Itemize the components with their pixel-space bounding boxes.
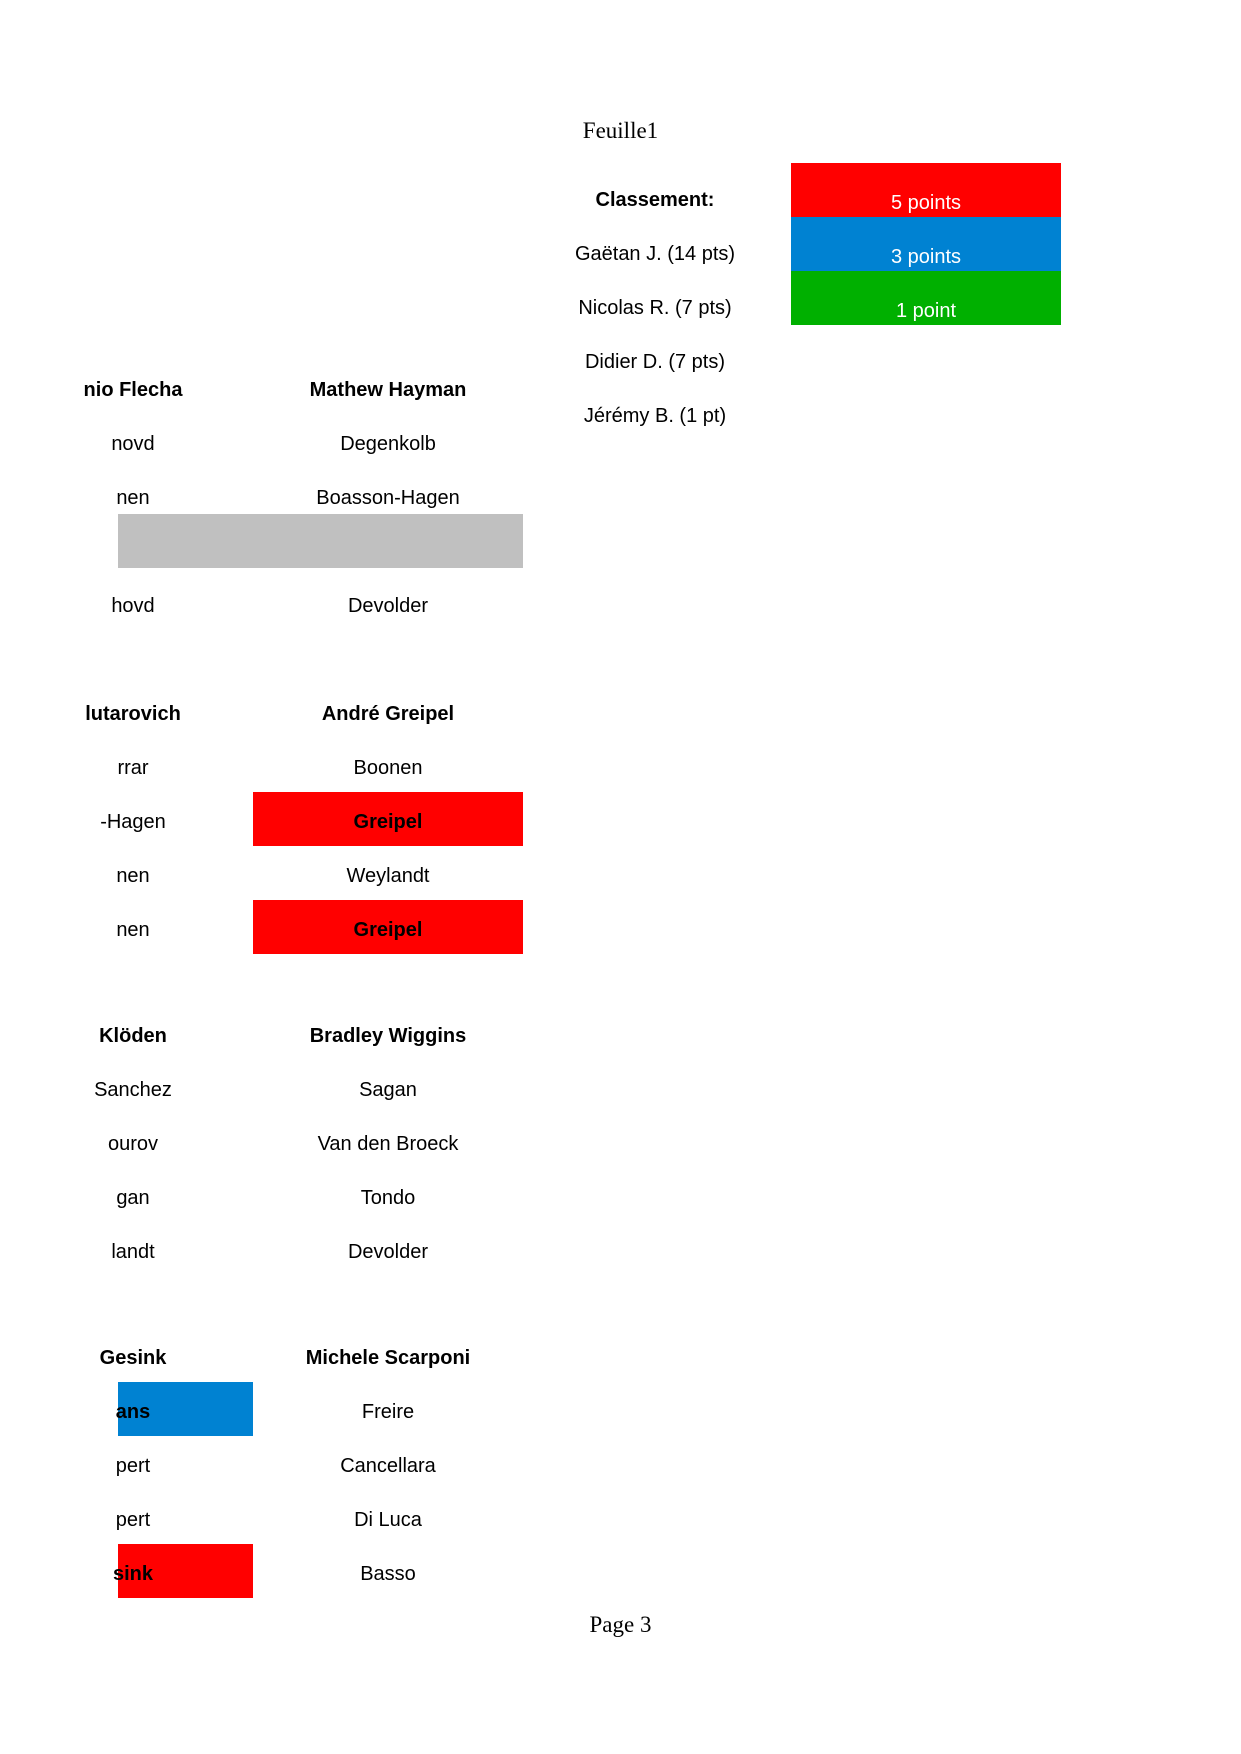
player-cell: Weylandt (346, 865, 430, 887)
ranking-entry: Gaëtan J. (14 pts) (574, 243, 736, 265)
player-cell: Degenkolb (340, 433, 436, 455)
player-cell: Boasson-Hagen (316, 487, 460, 509)
legend-5-points: 5 points (791, 163, 1061, 217)
player-cell-highlight: Greipel (253, 792, 523, 846)
player-cell: Freire (361, 1401, 415, 1423)
legend-1-point: 1 point (791, 271, 1061, 325)
player-cell: ourov (107, 1133, 159, 1155)
player-cell: gan (116, 1187, 150, 1209)
player-cell: nen (116, 919, 150, 941)
player-cell: landt (111, 1241, 155, 1263)
player-cell: Basso (360, 1563, 416, 1585)
player-header: Klöden (99, 1025, 167, 1047)
ranking-entry: Didier D. (7 pts) (584, 351, 726, 373)
player-header: nio Flecha (83, 379, 183, 401)
player-header: lutarovich (85, 703, 181, 725)
player-cell: Van den Broeck (317, 1133, 459, 1155)
player-header: Gesink (99, 1347, 167, 1369)
player-cell: Cancellara (340, 1455, 436, 1477)
player-cell: Devolder (347, 1241, 429, 1263)
player-cell: hovd (111, 595, 155, 617)
page-number: Page 3 (589, 1612, 652, 1637)
player-cell: -Hagen (100, 811, 166, 833)
player-header: André Greipel (321, 703, 455, 725)
player-cell: Di Luca (354, 1509, 422, 1531)
player-cell: nen (116, 487, 150, 509)
ranking-entry: Jérémy B. (1 pt) (583, 405, 727, 427)
player-cell: novd (111, 433, 155, 455)
player-cell: Sagan (359, 1079, 417, 1101)
player-cell: rrar (117, 757, 149, 779)
ranking-header: Classement: (595, 189, 715, 211)
player-cell-highlight: Greipel (253, 900, 523, 954)
player-cell: Tondo (360, 1187, 416, 1209)
player-cell: pert (115, 1509, 151, 1531)
player-header: Michele Scarponi (305, 1347, 471, 1369)
player-cell: Sanchez (94, 1079, 172, 1101)
left-player-column (83, 360, 253, 1600)
legend-3-points: 3 points (791, 217, 1061, 271)
player-cell: pert (115, 1455, 151, 1477)
player-cell: Devolder (347, 595, 429, 617)
player-header: Mathew Hayman (309, 379, 467, 401)
player-cell-highlight: sink (118, 1544, 253, 1598)
sheet-title: Feuille1 (582, 118, 659, 143)
player-cell: nen (116, 865, 150, 887)
player-cell: Boonen (353, 757, 423, 779)
player-header: Bradley Wiggins (309, 1025, 467, 1047)
ranking-entry: Nicolas R. (7 pts) (578, 297, 732, 319)
player-cell-highlight: ans (118, 1382, 253, 1436)
